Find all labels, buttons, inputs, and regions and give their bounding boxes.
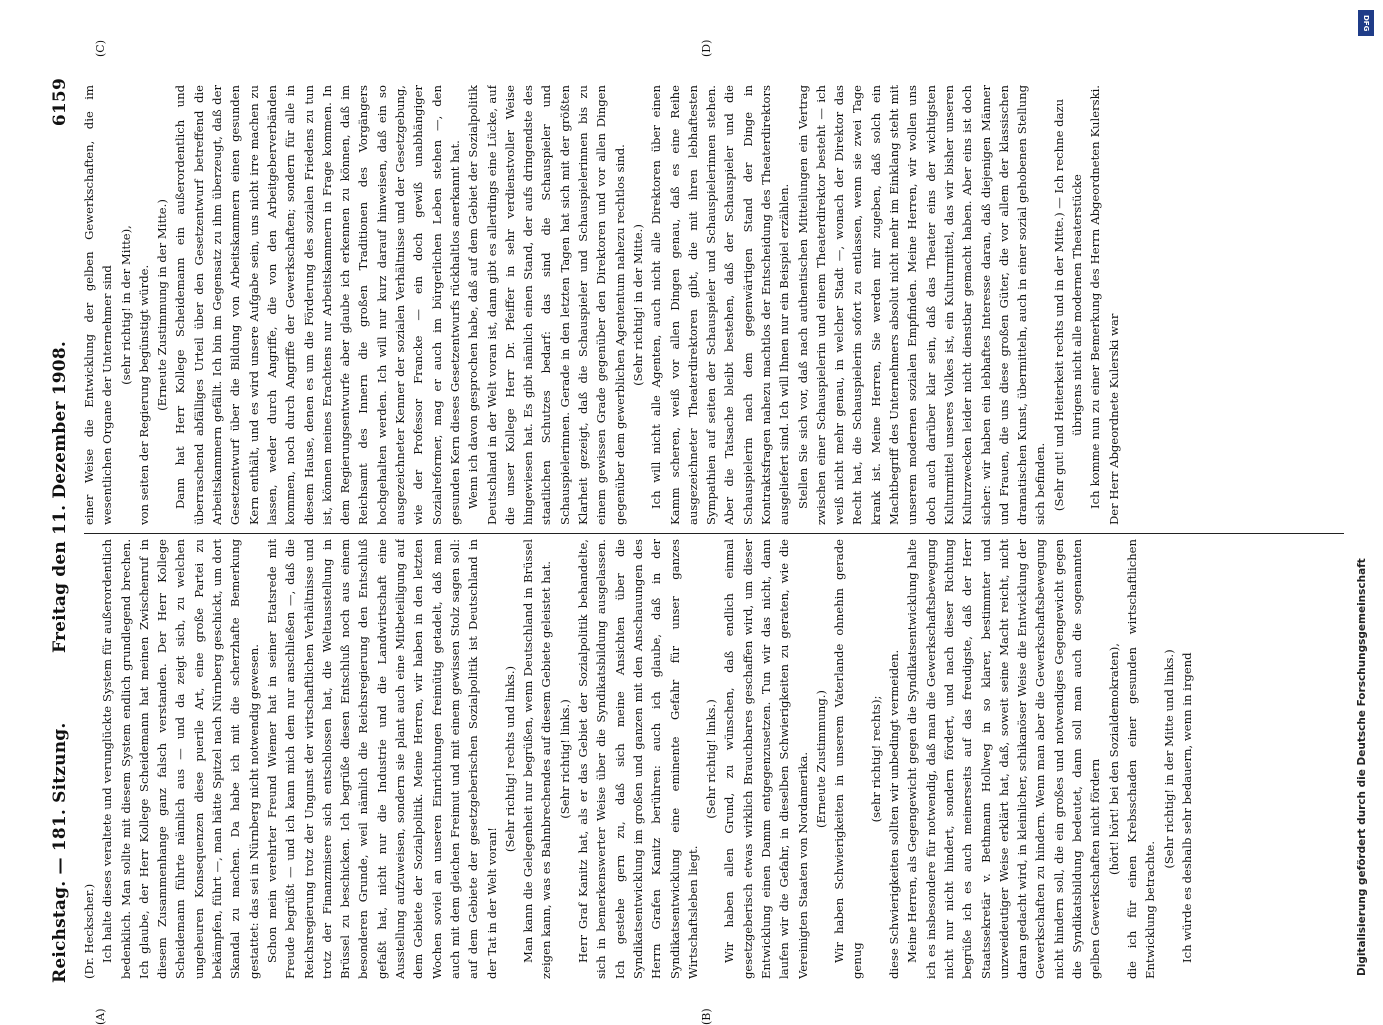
speaker-label: (Dr. Heckscher.): [82, 883, 96, 979]
paragraph: Ich will nicht alle Agenten, auch nicht alle Direktoren über einen Kamm scheren, weiß vor allen Dingen genau, daß es eine Reihe ausgezeichneter Theaterdirektoren gibt, die mit ihren lebhaftesten Sympathien auf seiten der Schauspieler und Schauspielerinnen stehen. Aber die Tatsache bleibt bestehen, daß der Schauspieler und die Schauspielerin nach dem gegenwärtigen Stand der Dinge in Kontraktsfragen nahezu machtlos der Entscheidung des Theaterdirektors ausgeliefert sind. Ich will Ihnen nur ein Beispiel erzählen.: [649, 85, 792, 525]
paragraph: Herr Graf Kanitz hat, als er das Gebiet der Sozialpolitik behandelte, sich in bemerkenswerter Weise über die Syndikatsbildung ausgelassen. Ich gestehe gern zu, daß sich meine Ansichten über die Syndikatsentwicklung im großen und ganzen mit den Anschauungen des Herrn Grafen Kanitz berühren: auch ich glaube, daß in der Syndikatsentwicklung eine eminente Gefahr für unser ganzes Wirtschaftsleben liegt.: [576, 539, 700, 979]
digitization-stamp: [1356, 6, 1378, 986]
interjection: (Sehr gut! und Heiterkeit rechts und in der Mitte.) — Ich rechne dazu übrigens nicht alle modernen Theaterstücke: [1051, 98, 1085, 512]
column-divider: [84, 533, 1344, 534]
interjection: (Erneute Zustimmung.): [813, 690, 828, 828]
header-session: Reichstag. — 181. Sitzung.: [50, 722, 70, 983]
left-column: [80, 539, 1350, 979]
paragraph: einer Weise die Entwicklung der gelben Gewerkschaften, die im wesentlichen Organe der Unternehmer sind: [82, 85, 115, 525]
dfg-logo: DFG: [1358, 10, 1374, 36]
paragraph: Ich würde es deshalb sehr bedauern, wenn in irgend: [1179, 652, 1194, 963]
paragraph: Dann hat Herr Kollege Scheidemann ein außerordentlich und überraschend abfälliges Urteil über den Gesetzentwurf betreffend die Arbeitskammern gefällt. Ich bin im Gegensatz zu ihm überzeugt, daß der Gesetzentwurf über die Bildung von Arbeitskammern einen gesunden Kern enthält, und es wird unsere Aufgabe sein, uns nicht irre machen zu lassen, weder durch Angriffe, die von den Arbeitgeberverbänden kommen, noch durch Angriffe der Gewerkschaften; sondern für alle in diesem Hause, denen es um die Förderung des sozialen Friedens zu tun ist, können meines Erachtens nur Arbeitskammern in Frage kommen. In dem Regierungsentwurfe aber glaube ich erkennen zu können, daß im Reichsamt des Innern die großen Traditionen des Vorgängers hochgehalten werden. Ich will nur kurz darauf hinweisen, daß ein so ausgezeichneter Kenner der sozialen Verhältnisse und der Gesetzgebung, wie der Professor Francke — ein doch gewiß unabhängiger Sozialreformer, mag er auch im bürgerlichen Leben stehen —, den gesunden Kern dieses Gesetzentwurfs rückhaltlos anerkannt hat.: [173, 85, 462, 525]
page-header: [50, 78, 76, 983]
interjection: (Sehr richtig! links.): [557, 699, 572, 819]
digitization-notice: Digitalisierung gefördert durch die Deutsche Forschungsgemeinschaft: [1356, 558, 1368, 976]
margin-marker-b: (B): [700, 1008, 713, 1025]
right-column: [80, 85, 1350, 525]
paragraph: Wir haben Schwierigkeiten in unserem Vaterlande ohnehin gerade genug: [832, 539, 865, 979]
paragraph: Wenn ich davon gesprochen habe, daß auf dem Gebiet der Sozialpolitik Deutschland in der Welt voran ist, dann gibt es allerdings eine Lücke, auf die unser Kollege Herr Dr. Pfeiffer in sehr verdienstvoller Weise hingewiesen hat. Es gibt nämlich einen Stand, der aufs dringendste des staatlichen Schutzes bedarf: das sind die Schauspieler und Schauspielerinnen. Gerade in den letzten Tagen hat sich mit der größten Klarheit gezeigt, daß die Schauspieler und Schauspielerinnen bis zu einem gewissen Grade gegenüber den Direktoren und vor allen Dingen gegenüber dem gewerblichen Agententum nahezu rechtlos sind.: [466, 85, 627, 525]
margin-marker-a: (A): [94, 1008, 107, 1025]
interjection: (Sehr richtig! links.): [704, 699, 719, 819]
header-date: Freitag den 11. Dezember 1908.: [50, 341, 70, 653]
paragraph: Stellen Sie sich vor, daß nach authentischen Mitteilungen ein Vertrag zwischen einer Schauspielerin und einem Theaterdirektor besteht — ich weiß nicht mehr genau, in welcher Stadt —, wonach der Direktor das Recht hat, die Schauspielerin sofort zu entlassen, wenn sie zwei Tage krank ist. Meine Herren, Sie werden mir zugeben, daß solch ein Machtbegriff des Unternehmers absolut nicht mehr im Einklang steht mit unserem modernen sozialen Empfinden. Meine Herren, wir wollen uns doch auch darüber klar sein, daß das Theater eins der wichtigsten Kulturmittel unseres Volkes ist, ein Kulturmittel, das wir bisher unseren Kulturzwecken leider nicht dienstbar gemacht haben. Aber eins ist doch sicher: wir haben ein lebhaftes Interesse daran, daß diejenigen Männer und Frauen, die uns diese großen Güter, die vor allem der klassischen dramatischen Kunst, übermitteln, auch in einer sozial gehobenen Stellung sich befinden.: [795, 85, 1048, 525]
interjection: (hört! hört! bei den Sozialdemokraten),: [1106, 643, 1121, 875]
interjection: (sehr richtig! rechts);: [868, 695, 883, 823]
paragraph: Ich halte dieses veraltete und verunglückte System für außerordentlich bedenklich. Man sollte mit diesem System endlich grundlegend brechen. Ich glaube, der Herr Kollege Scheidemann hat meinen Zwischenruf in diesem Zusammenhange ganz falsch verstanden. Der Herr Kollege Scheidemann führte nämlich aus — und da zeigt sich, zu welchen ungeheuren Konsequenzen diese puerile Art, eine große Partei zu bekämpfen, führt —, man hätte Spitzel nach Nürnberg geschickt, um dort Skandal zu machen. Da habe ich mit die scherzhafte Bemerkung gestattet: das sei in Nürnberg nicht notwendig gewesen.: [100, 539, 261, 979]
paragraph: die ich für einen Krebsschaden einer gesunden wirtschaftlichen Entwicklung betrachte.: [1124, 539, 1158, 979]
interjection: (Sehr richtig! rechts und links.): [502, 665, 517, 853]
paragraph: von seiten der Regierung begünstigt würde.: [136, 264, 151, 525]
page-number: 6159: [50, 78, 70, 127]
paragraph: Man kann die Gelegenheit nur begrüßen, wenn Deutschland in Brüssel zeigen kann, was es Bahnbrechendes auf diesem Gebiete geleistet hat.: [521, 539, 554, 979]
interjection: (Erneute Zustimmung in der Mitte.): [155, 199, 170, 411]
document-page: [40, 39, 1370, 1025]
paragraph: diese Schwierigkeiten sollten wir unbedingt vermeiden.: [887, 649, 902, 979]
paragraph: Ich komme nun zu einer Bemerkung des Herrn Abgeordneten Kulerski. Der Herr Abgeordnete Kulerski war: [1088, 85, 1121, 525]
margin-marker-c: (C): [94, 40, 107, 57]
margin-marker-d: (D): [700, 39, 713, 57]
interjection: (sehr richtig! in der Mitte),: [118, 225, 133, 385]
paragraph: Wir haben allen Grund, zu wünschen, daß endlich einmal gesetzgeberisch etwas wirklich Brauchbares geschaffen wird, um dieser Entwicklung einen Damm entgegenzusetzen. Tun wir das nicht, dann laufen wir die Gefahr, in dieselben Schwierigkeiten zu geraten, wie die Vereinigten Staaten von Nordamerika.: [722, 539, 810, 979]
paragraph: Meine Herren, als Gegengewicht gegen die Syndikatsentwicklung halte ich es insbesondere für notwendig, daß man die Gewerkschaftsbewegung nicht nur nicht hindert, sondern fördert, und nach dieser Richtung begrüße ich es auch meinerseits auf das freudigste, daß der Herr Staatssekretär v. Bethmann Hollweg in so klarer, bestimmter und unzweideutiger Weise erklärt hat, daß, soweit seine Macht reicht, nicht daran gedacht wird, in kleinlicher, schikanöser Weise die Entwicklung der Gewerkschaften zu hindern. Wenn man aber die Gewerkschaftsbewegung nicht hindern soll, die ein großes und notwendiges Gegengewicht gegen die Syndikatsbildung bedeutet, dann soll man auch die sogenannten gelben Gewerkschaften nicht fördern: [905, 539, 1103, 979]
paragraph: Schon mein verehrter Freund Wiemer hat in seiner Etatsrede mit Freude begrüßt — und ich kann mich dem nur anschließen —, daß die Reichsregierung trotz der Ungunst der wirtschaftlichen Verhältnisse und trotz der Finanzmisere sich entschlossen hat, die Weltausstellung in Brüssel zu beschicken. Ich begrüße diesen Entschluß noch aus einem besonderen Grunde, weil nämlich die Reichsregierung den Entschluß gefaßt hat, nicht nur die Industrie und die Landwirtschaft eine Ausstellung aufzuweisen, sondern sie plant auch eine Mitbeteiligung auf dem Gebiete der Sozialpolitik. Meine Herren, wir haben in den letzten Wochen soviel an unseren Einrichtungen freimütig getadelt, daß man auch mit dem gleichen Freimut und mit einem gewissen Stolz sagen soll: auf dem Gebiete der gesetzgeberischen Sozialpolitik ist Deutschland in der Tat in der Welt voran!: [264, 539, 499, 979]
interjection: (Sehr richtig! in der Mitte.): [630, 224, 645, 386]
interjection: (Sehr richtig! in der Mitte und links.): [1161, 649, 1176, 869]
